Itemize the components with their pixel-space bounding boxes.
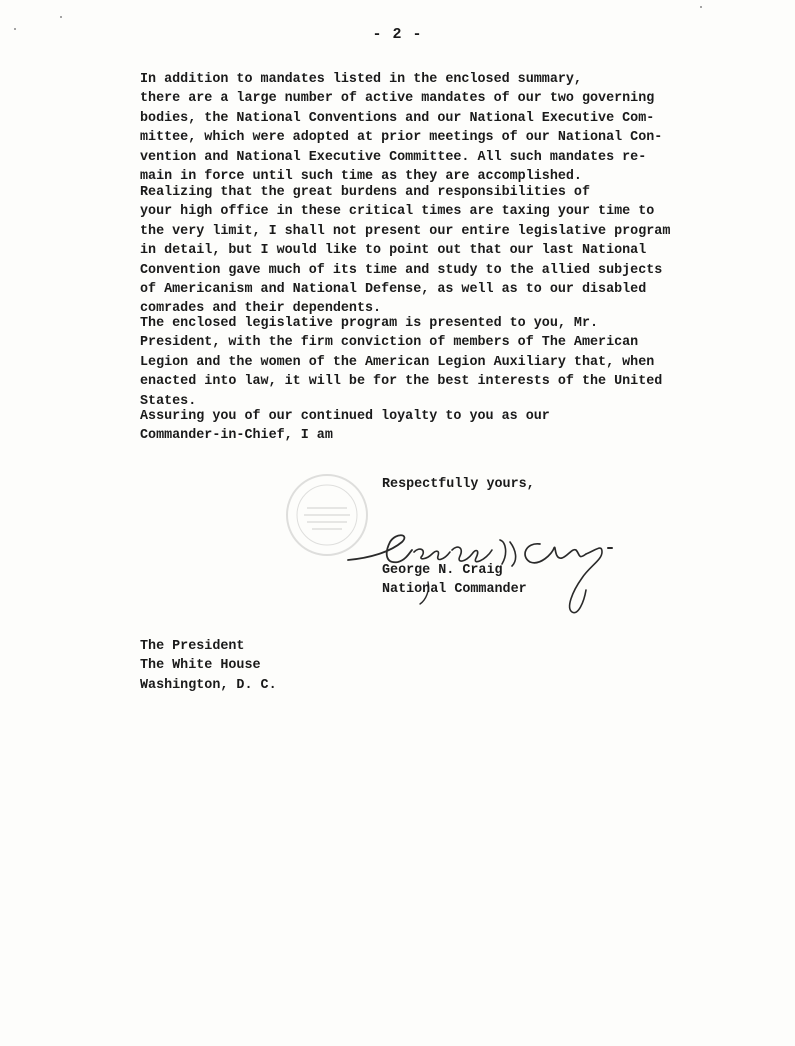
paper-speck	[700, 6, 702, 8]
closing-salutation: Respectfully yours,	[382, 477, 535, 492]
body-paragraph-1: In addition to mandates listed in the enclosed summary, there are a large number of active mandates of our two governing bodies, the National Conventions and our National Executive Com- mittee, which were adopted at prior meetings of our National Con- vention and National Executive Committee. All such mandates re- main in force until such time as they are accomplished.	[140, 72, 663, 185]
addressee-line-3: Washington, D. C.	[140, 677, 277, 693]
signer-title: National Commander	[382, 582, 527, 597]
body-paragraph-3: The enclosed legislative program is presented to you, Mr. President, with the firm conviction of members of The American Legion and the women of the American Legion Auxiliary that, when enacted into law, it will be for the best interests of the United States.	[140, 316, 663, 409]
body-paragraph-4: Assuring you of our continued loyalty to you as our Commander-in-Chief, I am	[140, 409, 550, 444]
addressee-line-1: The President	[140, 639, 245, 654]
signer-name: George N. Craig	[382, 563, 503, 578]
page-number: - 2 -	[372, 26, 423, 43]
paper-speck	[60, 16, 62, 18]
addressee-line-2: The White House	[140, 658, 261, 674]
addressee-block	[140, 637, 277, 695]
body-paragraph-2: Realizing that the great burdens and responsibilities of your high office in these critical times are taxing your time to the very limit, I shall not present our entire legislative program in detail, but I would like to point out that our last National Convention gave much of its time and study to the allied subjects of Americanism and National Defense, as well as to our disabled comrades and their dependents.	[140, 185, 671, 317]
